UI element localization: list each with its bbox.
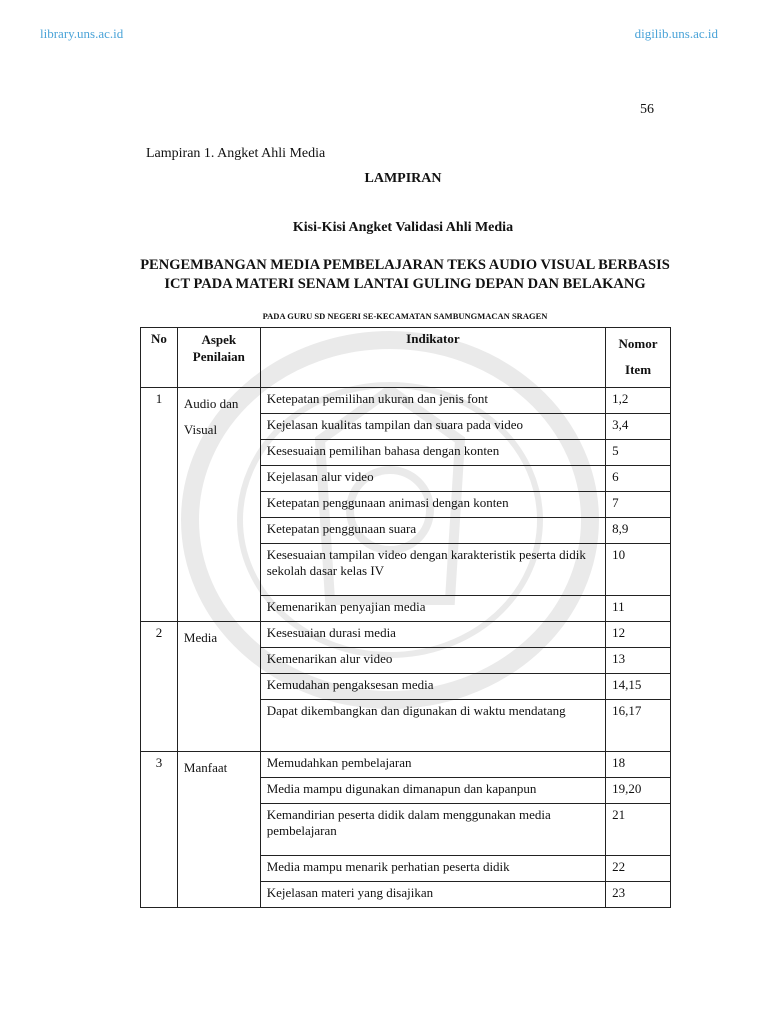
cell-indikator: Kejelasan kualitas tampilan dan suara pada video bbox=[260, 414, 605, 440]
cell-indikator: Kesesuaian durasi media bbox=[260, 622, 605, 648]
cell-indikator: Kemenarikan alur video bbox=[260, 648, 605, 674]
header-right-link[interactable]: digilib.uns.ac.id bbox=[634, 26, 718, 41]
table-row bbox=[141, 752, 671, 778]
cell-nomor-item: 14,15 bbox=[606, 674, 671, 700]
header-aspek: Aspek Penilaian bbox=[177, 328, 260, 388]
cell-aspek: Media bbox=[177, 622, 260, 752]
cell-nomor-item: 21 bbox=[606, 804, 671, 856]
cell-indikator: Ketepatan penggunaan suara bbox=[260, 518, 605, 544]
cell-indikator: Ketepatan penggunaan animasi dengan konten bbox=[260, 492, 605, 518]
title-pengembangan: PENGEMBANGAN MEDIA PEMBELAJARAN TEKS AUDIO VISUAL BERBASIS ICT PADA MATERI SENAM LANTAI GULING DEPAN DAN BELAKANG bbox=[140, 257, 670, 292]
cell-indikator: Kejelasan alur video bbox=[260, 466, 605, 492]
title-kisi-kisi: Kisi-Kisi Angket Validasi Ahli Media bbox=[292, 220, 514, 235]
cell-no: 3 bbox=[141, 752, 178, 908]
cell-indikator: Kemenarikan penyajian media bbox=[260, 596, 605, 622]
header-nomor-item: Nomor Item bbox=[606, 328, 671, 388]
table-header-row bbox=[141, 328, 671, 388]
cell-nomor-item: 10 bbox=[606, 544, 671, 596]
cell-nomor-item: 18 bbox=[606, 752, 671, 778]
cell-aspek: Audio dan Visual bbox=[177, 388, 260, 622]
lampiran-label: Lampiran 1. Angket Ahli Media bbox=[146, 146, 326, 161]
cell-nomor-item: 16,17 bbox=[606, 700, 671, 752]
cell-no: 2 bbox=[141, 622, 178, 752]
cell-indikator: Kesesuaian tampilan video dengan karakteristik peserta didik sekolah dasar kelas IV bbox=[260, 544, 605, 596]
cell-nomor-item: 13 bbox=[606, 648, 671, 674]
cell-no: 1 bbox=[141, 388, 178, 622]
cell-nomor-item: 23 bbox=[606, 882, 671, 908]
title-subtitle: PADA GURU SD NEGERI SE-KECAMATAN SAMBUNGMACAN SRAGEN bbox=[262, 311, 548, 321]
cell-indikator: Kejelasan materi yang disajikan bbox=[260, 882, 605, 908]
cell-indikator: Kemandirian peserta didik dalam menggunakan media pembelajaran bbox=[260, 804, 605, 856]
cell-aspek: Manfaat bbox=[177, 752, 260, 908]
page-number: 56 bbox=[640, 102, 654, 117]
cell-nomor-item: 11 bbox=[606, 596, 671, 622]
cell-nomor-item: 3,4 bbox=[606, 414, 671, 440]
cell-nomor-item: 6 bbox=[606, 466, 671, 492]
cell-nomor-item: 22 bbox=[606, 856, 671, 882]
cell-nomor-item: 8,9 bbox=[606, 518, 671, 544]
cell-indikator: Kesesuaian pemilihan bahasa dengan konten bbox=[260, 440, 605, 466]
cell-nomor-item: 7 bbox=[606, 492, 671, 518]
cell-indikator: Media mampu digunakan dimanapun dan kapanpun bbox=[260, 778, 605, 804]
header-indikator: Indikator bbox=[260, 328, 605, 388]
title-lampiran: LAMPIRAN bbox=[364, 171, 442, 186]
cell-nomor-item: 19,20 bbox=[606, 778, 671, 804]
header-no: No bbox=[141, 328, 178, 388]
cell-nomor-item: 1,2 bbox=[606, 388, 671, 414]
cell-nomor-item: 5 bbox=[606, 440, 671, 466]
cell-indikator: Memudahkan pembelajaran bbox=[260, 752, 605, 778]
table-body bbox=[141, 388, 671, 908]
cell-indikator: Ketepatan pemilihan ukuran dan jenis font bbox=[260, 388, 605, 414]
kisi-kisi-table bbox=[140, 327, 671, 908]
cell-nomor-item: 12 bbox=[606, 622, 671, 648]
table-row bbox=[141, 622, 671, 648]
cell-indikator: Kemudahan pengaksesan media bbox=[260, 674, 605, 700]
table-row bbox=[141, 388, 671, 414]
header-left-link[interactable]: library.uns.ac.id bbox=[40, 26, 124, 41]
cell-indikator: Media mampu menarik perhatian peserta didik bbox=[260, 856, 605, 882]
cell-indikator: Dapat dikembangkan dan digunakan di waktu mendatang bbox=[260, 700, 605, 752]
